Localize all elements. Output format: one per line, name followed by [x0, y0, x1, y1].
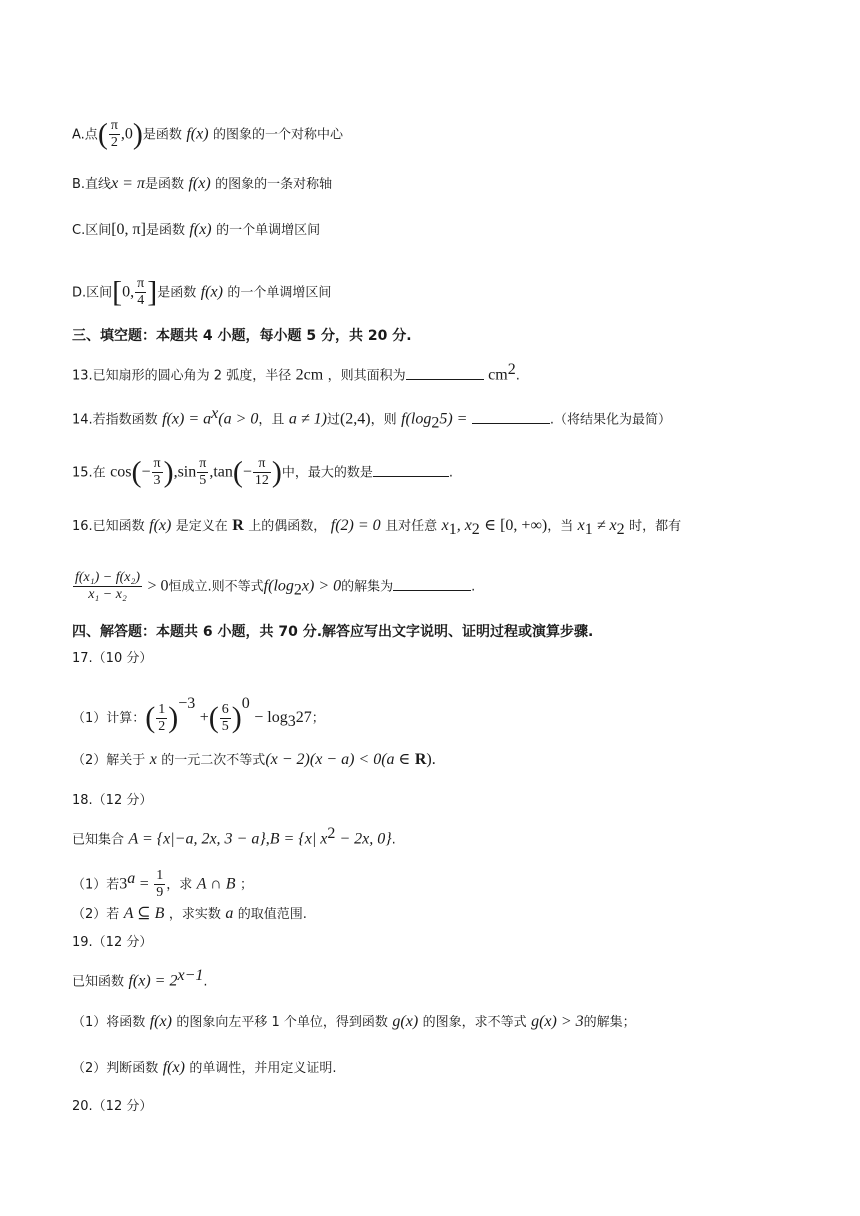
option-c: C.区间[0, π]是函数 f(x) 的一个单调增区间: [72, 221, 321, 238]
pi-over-4-fraction: $\frac{\pi}{4}$: [137, 276, 145, 308]
question-15: 15.在 cos(− $\frac{\pi}{3}$ ),sin $\frac{\pi}{5}$ ,tan(− $\frac{\pi}{12}$ )中，最大的数是 .: [72, 455, 454, 489]
option-a-prefix: A.点: [72, 127, 98, 143]
option-d: D.区间[0, $\frac{\pi}{4}$ ]是函数 f(x) 的一个单调增区间: [72, 275, 332, 309]
right-paren: ): [132, 117, 143, 151]
question-16-line-2: $\frac{\text{f(x₁) − f(x₂)}}{\text{x₁ − x₂}}$ > 0恒成立.则不等式$f(\log_2x) > 0$的解集为 .: [75, 570, 476, 602]
question-16-line-1: 16.已知函数 f(x) 是定义在 R 上的偶函数， f(2) = 0 且对任意 $x_1$, $x_2$ ∈ [0, +∞)，当 $x_1 \ne x_2$ 时，都有: [72, 517, 682, 538]
question-19-head: 19.（12 分）: [72, 935, 153, 950]
question-19-part-1: （1）将函数 f(x) 的图象向左平移 1 个单位，得到函数 g(x) 的图象，求不等式 g(x) > 3的解集；: [72, 1013, 636, 1030]
section-3-title: 三、填空题：本题共 4 小题，每小题 5 分，共 20 分.: [72, 328, 412, 344]
option-b: B.直线x = π是函数 f(x) 的图象的一条对称轴: [72, 175, 333, 192]
question-14: 14.若指数函数 $f(x) = a^x(a > 0$，且 a ≠ 1)过(2,4)，则 $f(\log_25)$ = .（将结果化为最简）: [72, 405, 672, 432]
question-18-head: 18.（12 分）: [72, 793, 153, 808]
answer-blank[interactable]: [406, 365, 484, 380]
option-a: A.点( $\frac{\pi}{2}$ ,0)是函数 f(x) 的图象的一个对称中心: [72, 117, 344, 151]
question-13: 13.已知扇形的圆心角为 2 弧度，半径 2cm ，则其面积为 $cm^2$.: [72, 361, 520, 384]
question-18-sets: 已知集合 A = {x|−a, 2x, 3 − a},B = {x| $x^2 - 2x$, 0}.: [72, 825, 396, 848]
question-17-part-1: （1）计算：( $\frac{1}{2}$ )$^{-3}$ +( $\frac{6}{5}$ )$^0 - \log_327$；: [72, 695, 325, 734]
answer-blank[interactable]: [373, 462, 449, 477]
answer-blank[interactable]: [393, 576, 471, 591]
question-18-part-1: （1）若3$^a$ = $\frac{1}{9}$ ，求 A ∩ B ；: [72, 868, 253, 900]
question-19-part-2: （2）判断函数 f(x) 的单调性，并用定义证明.: [72, 1059, 337, 1076]
question-17-head: 17.（10 分）: [72, 651, 153, 666]
answer-blank[interactable]: [472, 409, 550, 424]
left-paren: (: [97, 117, 108, 151]
section-4-title: 四、解答题：本题共 6 小题，共 70 分.解答应写出文字说明、证明过程或演算步骤.: [72, 624, 594, 640]
pi-over-2-fraction: $\frac{\pi}{2}$: [110, 118, 118, 150]
difference-quotient-fraction: $\frac{\text{f(x₁) − f(x₂)}}{\text{x₁ − x₂}}$: [75, 570, 141, 602]
question-20-head: 20.（12 分）: [72, 1099, 153, 1114]
question-19-function: 已知函数 $f(x) = 2^{x-1}$.: [72, 967, 208, 990]
question-17-part-2: （2）解关于 x 的一元二次不等式(x − 2)(x − a) < 0(a ∈ R).: [72, 751, 436, 768]
question-18-part-2: （2）若 A ⊆ B ，求实数 a 的取值范围.: [72, 905, 307, 922]
